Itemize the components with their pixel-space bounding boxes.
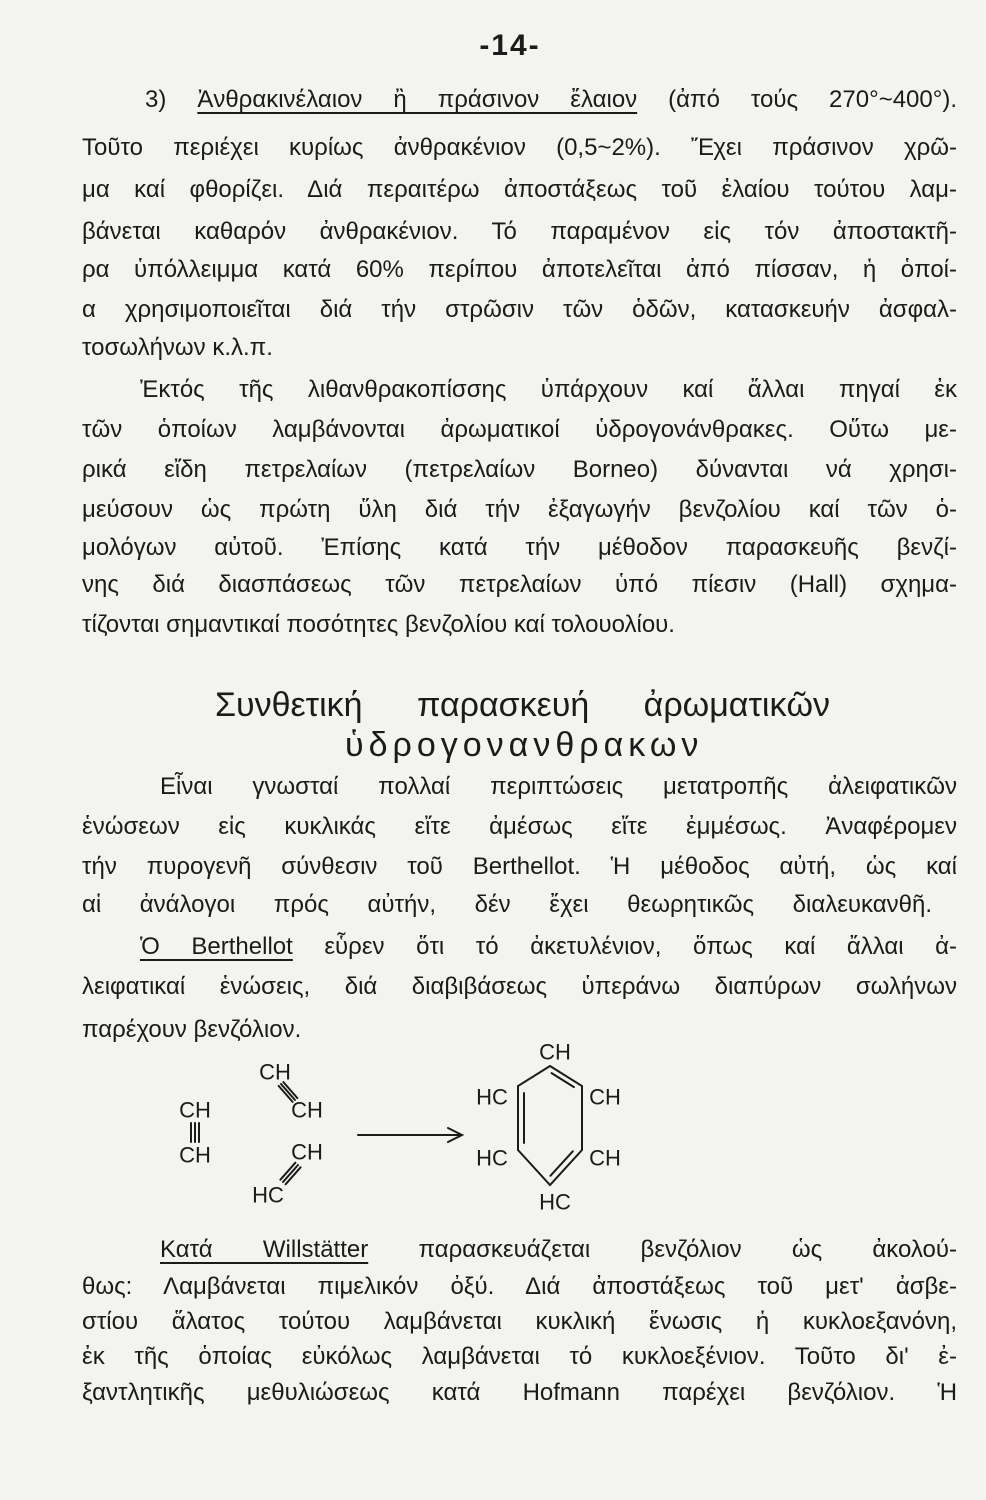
product-ch-label: CH xyxy=(539,1039,571,1065)
text-segment: εὗρεν ὅτι τό ἀκετυλένιον, ὅπως καί ἄλλαι ἀ- xyxy=(324,933,958,960)
text-line: ἐκ τῆς ὁποίας εὐκόλως λαμβάνεται τό κυκλοεξένιον. Τοῦτο δι' ἐ- xyxy=(82,1343,957,1370)
text-line: θως: Λαμβάνεται πιμελικόν ὀξύ. Διά ἀποστάξεως τοῦ μετ' ἀσβε- xyxy=(82,1273,957,1300)
text-line: τήν πυρογενῆ σύνθεσιν τοῦ Berthellot. Ἡ μέθοδος αὐτή, ὡς καί xyxy=(82,853,957,880)
text-line: παρέχουν βενζόλιον. xyxy=(82,1016,302,1043)
text-line: μολόγων αὐτοῦ. Ἐπίσης κατά τήν μέθοδον παρασκευῆς βενζί- xyxy=(82,534,957,561)
section-heading-line-2: ὑδρογονανθρακων xyxy=(345,726,704,764)
section-3-heading-line xyxy=(145,85,957,115)
product-hc-label: HC xyxy=(539,1189,571,1215)
text-line: Εἶναι γνωσταί πολλαί περιπτώσεις μετατροπῆς ἀλειφατικῶν xyxy=(160,773,957,800)
text-line: τῶν ὁποίων λαμβάνονται ἀρωματικοί ὑδρογονάνθρακες. Οὕτω με- xyxy=(82,416,957,443)
willstatter-name: Κατά Willstätter xyxy=(160,1236,369,1263)
acetylene-to-benzene-reaction xyxy=(150,1030,670,1230)
berthellot-name: Ὁ Berthellot xyxy=(140,933,293,960)
product-hc-label: HC xyxy=(476,1145,508,1171)
reactant-ch-label: CH xyxy=(259,1059,291,1085)
reactant-ch-label: CH xyxy=(291,1097,323,1123)
section-title-temperature: (ἀπό τούς 270°~400°). xyxy=(668,86,958,113)
text-segment: παρασκευάζεται βενζόλιον ὡς ἀκολού- xyxy=(418,1236,957,1263)
section-number: 3) xyxy=(145,86,167,113)
berthellot-first-line xyxy=(140,932,957,962)
text-line: ξαντλητικῆς μεθυλιώσεως κατά Hofmann παρέχει βενζόλιον. Ἡ xyxy=(82,1379,957,1406)
text-line: α χρησιμοποιεῖται διά τήν στρῶσιν τῶν ὁδῶν, κατασκευήν ἀσφαλ- xyxy=(82,296,957,323)
product-ch-label: CH xyxy=(589,1145,621,1171)
text-line: νης διά διασπάσεως τῶν πετρελαίων ὑπό πίεσιν (Hall) σχημα- xyxy=(82,571,957,598)
text-line: αἱ ἀνάλογοι πρός αὐτήν, δέν ἔχει θεωρητικῶς διαλευκανθῆ. xyxy=(82,891,932,918)
page-number: -14- xyxy=(479,29,541,62)
text-line: Τοῦτο περιέχει κυρίως ἀνθρακένιον (0,5~2%). Ἔχει πράσινον χρῶ- xyxy=(82,134,957,161)
text-line: βάνεται καθαρόν ἀνθρακένιον. Τό παραμένον εἰς τόν ἀποστακτῆ- xyxy=(82,218,957,245)
text-line: ἑνώσεων εἰς κυκλικάς εἴτε ἀμέσως εἴτε ἐμμέσως. Ἀναφέρομεν xyxy=(82,813,957,840)
text-line: ρικά εἴδη πετρελαίων (πετρελαίων Borneo) δύνανται νά χρησι- xyxy=(82,456,957,483)
reactant-ch-label: CH xyxy=(179,1097,211,1123)
text-line: λειφατικαί ἑνώσεις, διά διαβιβάσεως ὑπεράνω διαπύρων σωλήνων xyxy=(82,973,957,1000)
text-line: μα καί φθορίζει. Διά περαιτέρω ἀποστάξεως τοῦ ἐλαίου τούτου λαμ- xyxy=(82,176,957,203)
reactant-hc-label: HC xyxy=(252,1182,284,1208)
section-title: Ἀνθρακινέλαιον ἢ πράσινον ἔλαιον xyxy=(197,86,638,113)
product-ch-label: CH xyxy=(589,1084,621,1110)
willstatter-first-line xyxy=(160,1235,957,1265)
reactant-ch-label: CH xyxy=(291,1139,323,1165)
text-line: στίου ἅλατος τούτου λαμβάνεται κυκλική ἕνωσις ἡ κυκλοεξανόνη, xyxy=(82,1308,957,1335)
text-line: Ἐκτός τῆς λιθανθρακοπίσσης ὑπάρχουν καί ἄλλαι πηγαί ἐκ xyxy=(140,376,957,403)
double-bond xyxy=(552,1073,574,1087)
reactant-ch-label: CH xyxy=(179,1142,211,1168)
text-line: μεύσουν ὡς πρώτη ὕλη διά τήν ἐξαγωγήν βενζολίου καί τῶν ὁ- xyxy=(82,496,957,523)
text-line: τοσωλήνων κ.λ.π. xyxy=(82,334,273,361)
benzene-ring xyxy=(518,1066,582,1185)
text-line: ρα ὑπόλλειμμα κατά 60% περίπου ἀποτελεῖται ἀπό πίσσαν, ἡ ὁποί- xyxy=(82,256,957,283)
text-line: τίζονται σημαντικαί ποσότητες βενζολίου καί τολουολίου. xyxy=(82,611,675,638)
section-heading-line-1: Συνθετική παρασκευή ἀρωματικῶν xyxy=(215,686,830,724)
product-hc-label: HC xyxy=(476,1084,508,1110)
